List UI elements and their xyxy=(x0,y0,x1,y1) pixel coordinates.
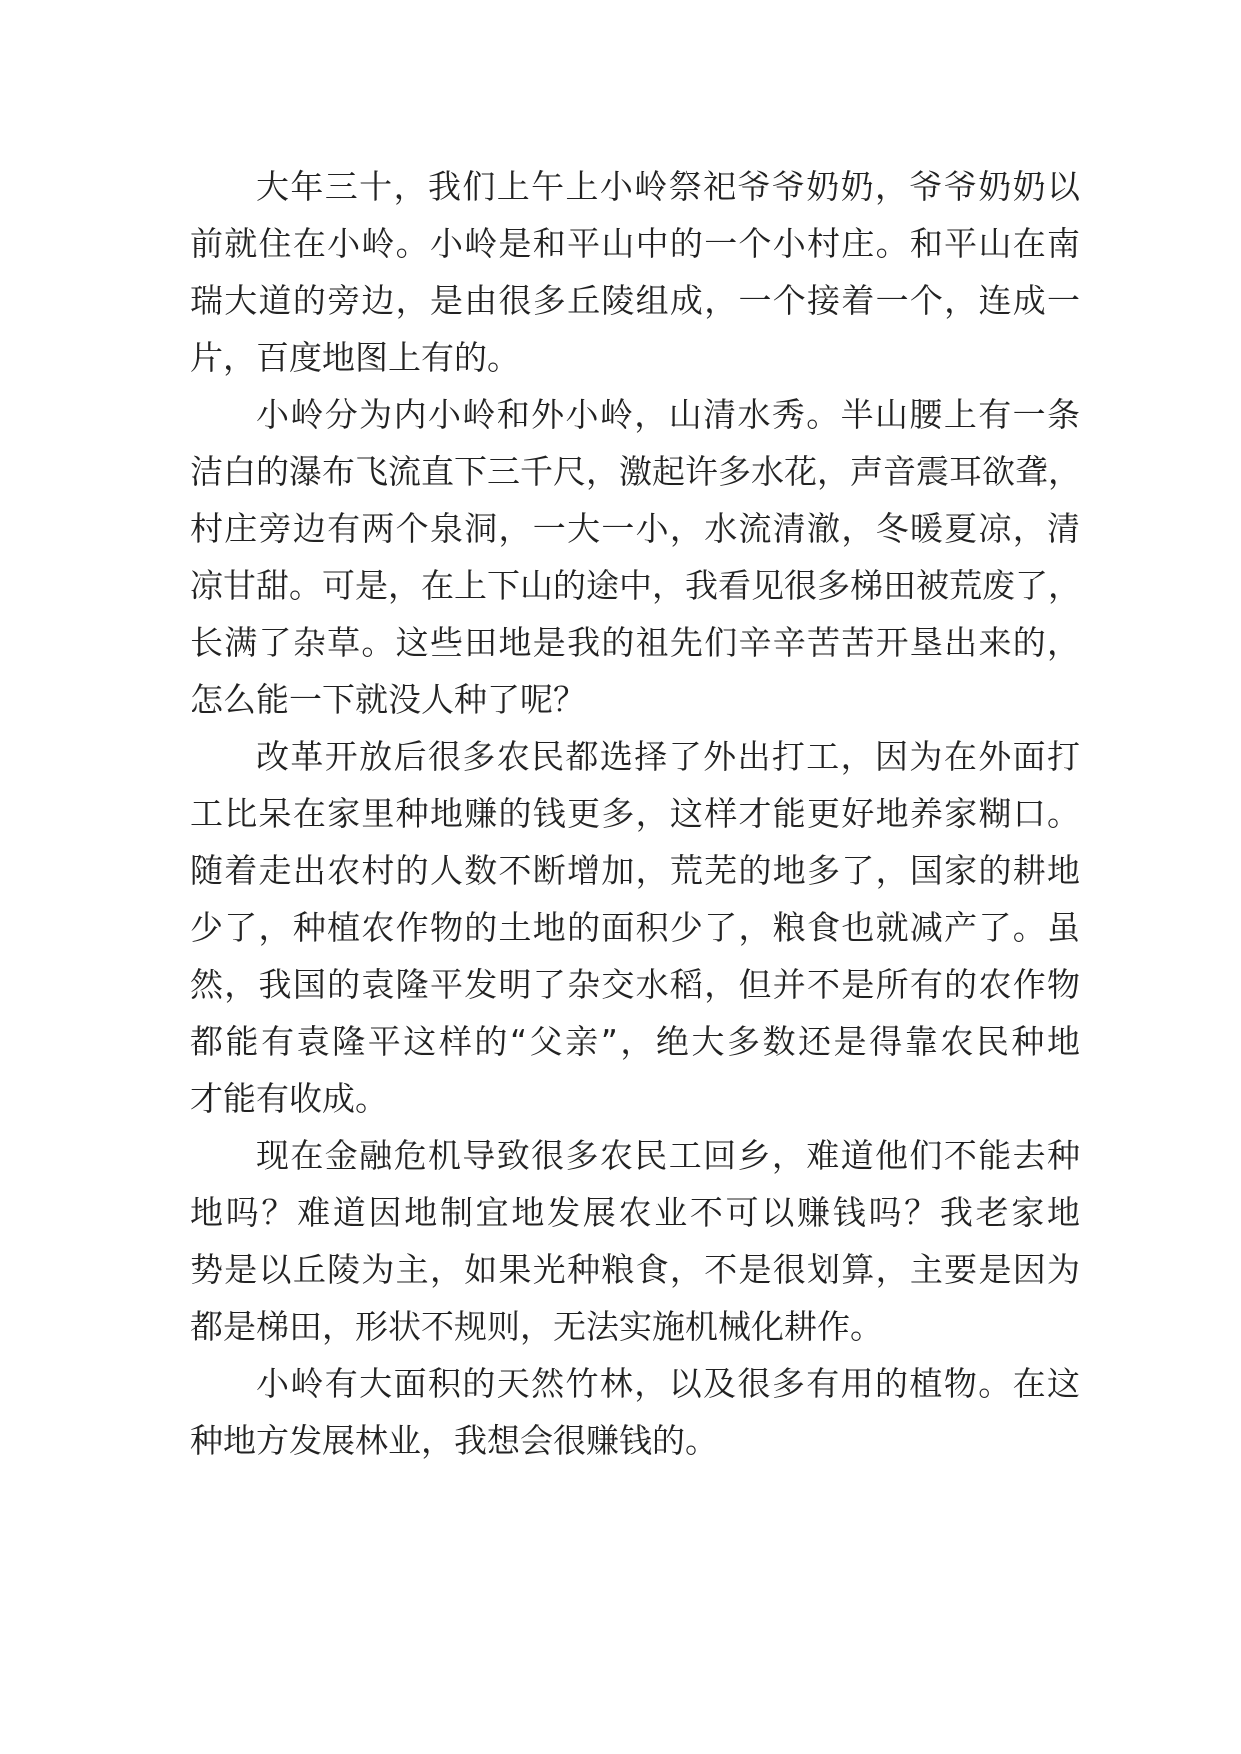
paragraph-line: 现在金融危机导致很多农民工回乡，难道他们不能去种 xyxy=(256,1136,1080,1175)
article-body xyxy=(190,158,1080,1469)
paragraph-line: 片，百度地图上有的。 xyxy=(190,338,520,377)
paragraph-1 xyxy=(190,158,1080,386)
paragraph-3 xyxy=(190,728,1080,1127)
paragraph-4 xyxy=(190,1127,1080,1355)
paragraph-line: 怎么能一下就没人种了呢？ xyxy=(190,680,586,719)
paragraph-line: 小岭有大面积的天然竹林，以及很多有用的植物。在这 xyxy=(256,1364,1080,1403)
paragraph-line: 洁白的瀑布飞流直下三千尺，激起许多水花，声音震耳欲聋， xyxy=(190,452,1081,491)
paragraph-line: 长满了杂草。这些田地是我的祖先们辛辛苦苦开垦出来的， xyxy=(190,623,1080,662)
paragraph-2 xyxy=(190,386,1080,728)
paragraph-line: 前就住在小岭。小岭是和平山中的一个小村庄。和平山在南 xyxy=(190,224,1080,263)
paragraph-line: 村庄旁边有两个泉洞，一大一小，水流清澈，冬暖夏凉，清 xyxy=(190,509,1080,548)
paragraph-line: 都是梯田，形状不规则，无法实施机械化耕作。 xyxy=(190,1307,883,1346)
paragraph-line: 都能有袁隆平这样的“父亲”，绝大多数还是得靠农民种地 xyxy=(190,1022,1080,1061)
paragraph-line: 改革开放后很多农民都选择了外出打工，因为在外面打 xyxy=(256,737,1080,776)
paragraph-line: 大年三十，我们上午上小岭祭祀爷爷奶奶，爷爷奶奶以 xyxy=(256,167,1080,206)
paragraph-line: 才能有收成。 xyxy=(190,1079,388,1118)
paragraph-line: 地吗？难道因地制宜地发展农业不可以赚钱吗？我老家地 xyxy=(190,1193,1080,1232)
paragraph-line: 种地方发展林业，我想会很赚钱的。 xyxy=(190,1421,718,1460)
paragraph-line: 凉甘甜。可是，在上下山的途中，我看见很多梯田被荒废了， xyxy=(190,566,1081,605)
paragraph-line: 势是以丘陵为主，如果光种粮食，不是很划算，主要是因为 xyxy=(190,1250,1080,1289)
paragraph-line: 少了，种植农作物的土地的面积少了，粮食也就减产了。虽 xyxy=(190,908,1080,947)
paragraph-line: 工比呆在家里种地赚的钱更多，这样才能更好地养家糊口。 xyxy=(190,794,1080,833)
paragraph-5 xyxy=(190,1355,1080,1469)
paragraph-line: 瑞大道的旁边，是由很多丘陵组成，一个接着一个，连成一 xyxy=(190,281,1080,320)
paragraph-line: 然，我国的袁隆平发明了杂交水稻，但并不是所有的农作物 xyxy=(190,965,1080,1004)
paragraph-line: 随着走出农村的人数不断增加，荒芜的地多了，国家的耕地 xyxy=(190,851,1080,890)
paragraph-line: 小岭分为内小岭和外小岭，山清水秀。半山腰上有一条 xyxy=(256,395,1080,434)
